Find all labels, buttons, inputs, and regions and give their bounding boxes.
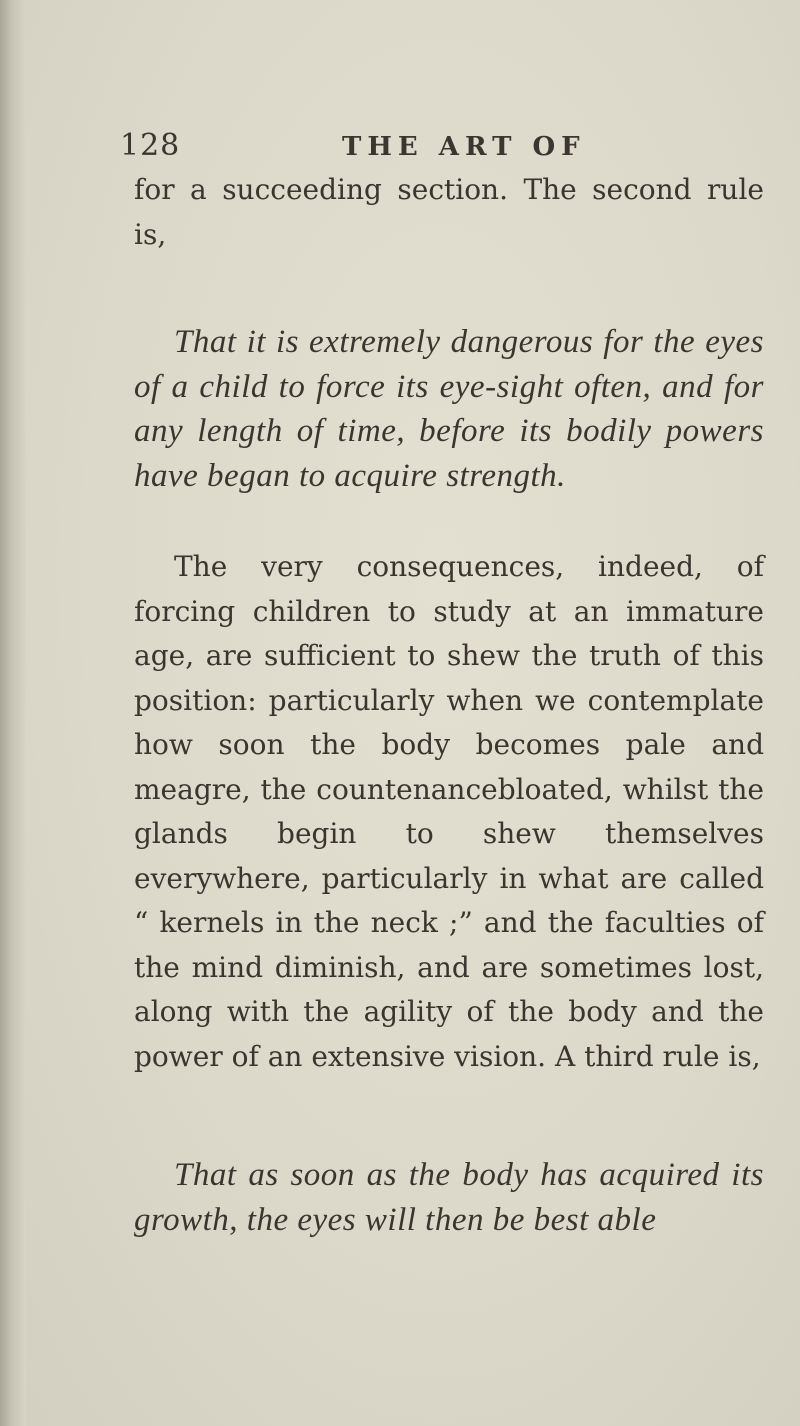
paragraph-1	[134, 168, 764, 257]
running-head: THE ART OF	[342, 132, 586, 162]
paragraph-1-text: for a succeeding section. The second rule is,	[134, 173, 764, 251]
page-header	[120, 128, 720, 168]
paragraph-3-text: The very consequences, indeed, of forcing children to study at an immature age, are sufficient to shew the truth of this position: particularly when we contemplate how soon the body becomes pale and meagre, the countenancebloated, whilst the glands begin to shew themselves everywhere, particularly in what are called “ kernels in the neck ;” and the faculties of the mind diminish, and are sometimes lost, along with the agility of the body and the power of an extensive vision. A third rule is,	[134, 550, 764, 1073]
rule-three-text: That as soon as the body has acquired its growth, the eyes will then be best able	[134, 1157, 764, 1238]
page-number: 128	[120, 128, 181, 163]
rule-two-quote	[134, 320, 764, 498]
rule-three-quote	[134, 1153, 764, 1242]
rule-two-text: That it is extremely dangerous for the eyes of a child to force its eye-sight often, and for any length of time, before its bodily powers have began to acquire strength.	[134, 324, 764, 494]
paragraph-3	[134, 545, 764, 1079]
page-gutter	[0, 0, 26, 1426]
